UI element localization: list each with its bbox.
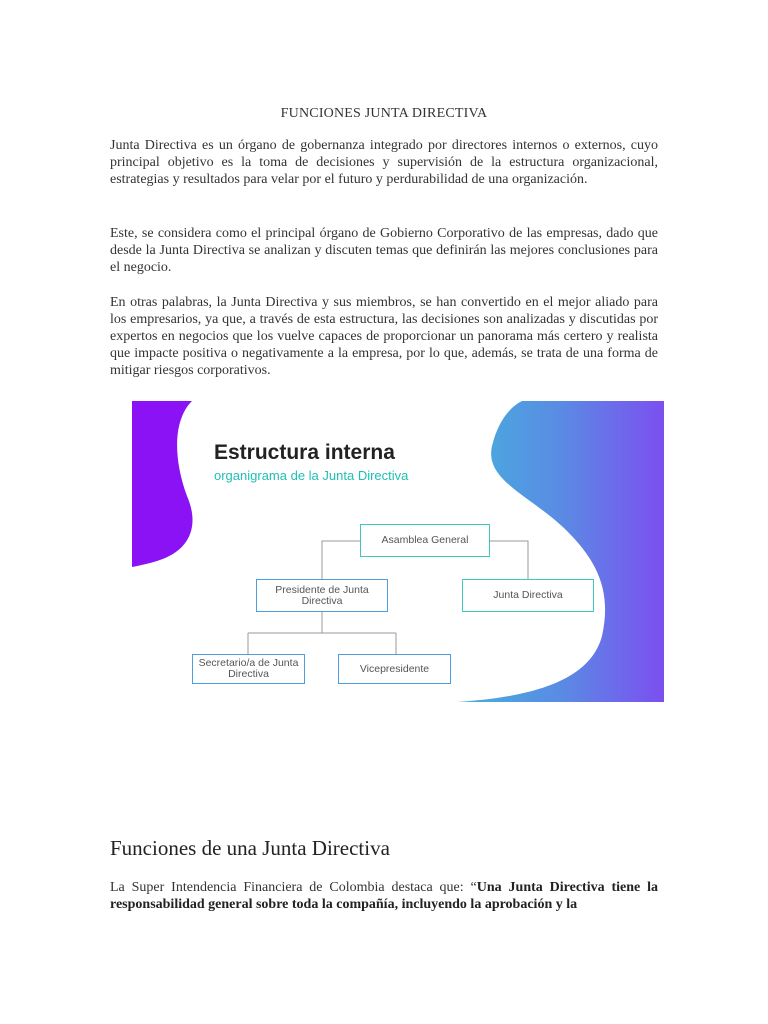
node-secretario	[192, 654, 305, 684]
paragraph-governance: Este, se considera como el principal órgano de Gobierno Corporativo de las empresas, dado que desde la Junta Directiva se analizan y discuten temas que definirán las mejores conclusiones para el negocio.	[110, 226, 658, 275]
quote-bold-text: Una Junta Directiva tiene la responsabilidad general sobre toda la compañía, incluyendo la aprobación y la	[110, 880, 658, 912]
quote-intro: La Super Intendencia Financiera de Colombia destaca que: “	[110, 880, 477, 895]
paragraph-definition: Junta Directiva es un órgano de gobernanza integrado por directores internos o externos, cuyo principal objetivo es la toma de decisiones y supervisión de la estructura organizacional, estrategias y resultados para velar por el futuro y perdurabilidad de una organización.	[110, 138, 658, 187]
node-label: Junta Directiva	[493, 589, 563, 601]
paragraph-superintendencia	[110, 879, 658, 913]
purple-wave-shape	[132, 401, 193, 567]
node-junta-directiva	[462, 579, 594, 612]
node-vicepresidente	[338, 654, 451, 684]
figure-subtitle: organigrama de la Junta Directiva	[214, 468, 409, 483]
node-presidente	[256, 579, 388, 612]
figure-title: Estructura interna	[214, 441, 395, 464]
section-heading: Funciones de una Junta Directiva	[110, 836, 390, 860]
node-label: Presidente de Junta Directiva	[275, 583, 369, 607]
org-chart-figure	[132, 401, 664, 702]
node-label: Asamblea General	[381, 534, 469, 546]
node-label: Secretario/a de Junta Directiva	[198, 657, 299, 680]
node-label: Vicepresidente	[359, 662, 430, 675]
node-asamblea-general	[360, 524, 490, 557]
paragraph-ally: En otras palabras, la Junta Directiva y sus miembros, se han convertido en el mejor aliado para los empresarios, ya que, a través de esta estructura, las decisiones son analizadas y discutidas por expertos en negocios que los vuelve capaces de proporcionar un panorama más certero y realista que impacte positiva o negativamente a la empresa, por lo que, además, se trata de una forma de mitigar riesgos corporativos.	[110, 295, 658, 378]
document-title: FUNCIONES JUNTA DIRECTIVA	[280, 106, 488, 121]
